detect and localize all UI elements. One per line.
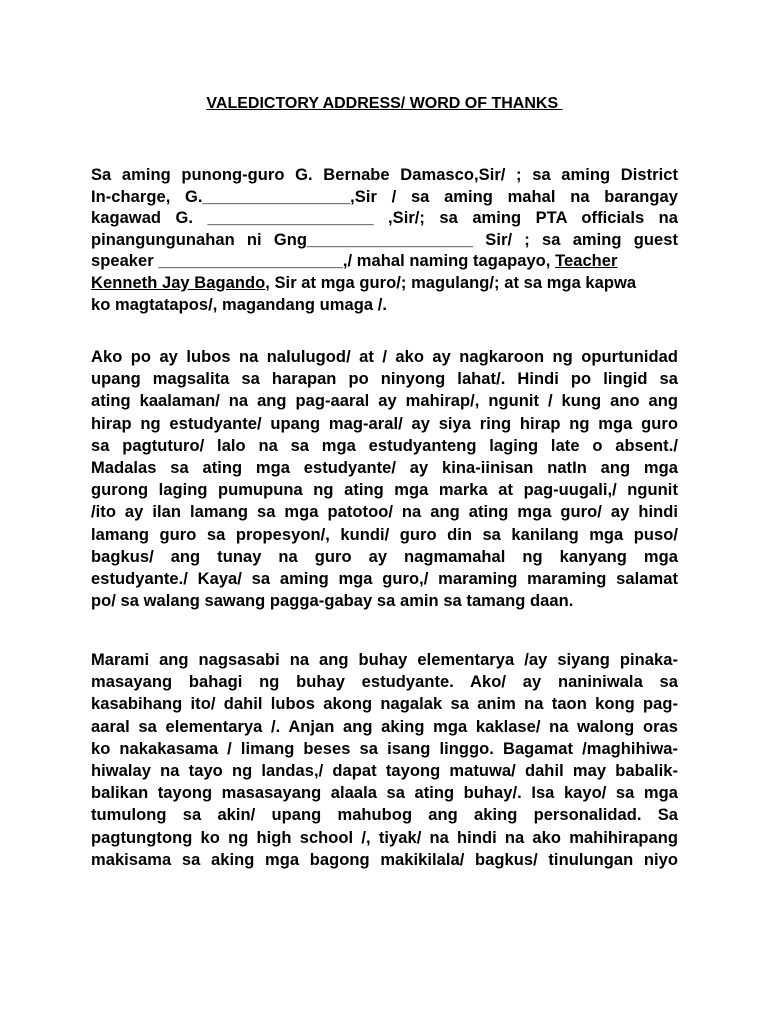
greeting-text: In-charge, G.________________,Sir / sa aming mahal na barangay bbox=[91, 187, 678, 206]
paragraph-line: pagtungtong ko ng high school /, tiyak/ na hindi na ako mahihirapang bbox=[91, 828, 678, 847]
document-title: VALEDICTORY ADDRESS/ WORD OF THANKS bbox=[206, 95, 563, 112]
paragraph-line: po/ sa walang sawang pagga-gabay sa amin sa tamang daan. bbox=[91, 592, 574, 611]
greeting-line-6 bbox=[91, 273, 678, 295]
body-paragraph-2 bbox=[91, 649, 678, 871]
paragraph-line: hirap ng estudyante/ upang mag-aral/ ay siya ring hirap ng mga guro bbox=[91, 414, 678, 433]
greeting-text: , Sir at mga guro/; magulang/; at sa mga kapwa bbox=[265, 273, 637, 292]
paragraph-line: sa pagtuturo/ lalo na sa mga estudyanteng laging late o absent./ bbox=[91, 436, 678, 455]
paragraph-line: upang magsalita sa harapan po ninyong lahat/. Hindi po lingid sa bbox=[91, 370, 678, 389]
paragraph-line: Madalas sa ating mga estudyante/ ay kina-iinisan natIn ang mga bbox=[91, 458, 678, 477]
paragraph-line: estudyante./ Kaya/ sa aming mga guro,/ maraming maraming salamat bbox=[91, 569, 678, 588]
paragraph-line: Ako po ay lubos na nalulugod/ at / ako ay nagkaroon ng opurtunidad bbox=[91, 348, 678, 366]
body-paragraph-1 bbox=[91, 346, 678, 612]
greeting-line-3 bbox=[91, 208, 678, 230]
greeting-text: kagawad G. __________________ ,Sir/; sa aming PTA officials na bbox=[91, 209, 678, 228]
paragraph-line: hiwalay na tayo ng landas,/ dapat tayong matuwa/ dahil may babalik- bbox=[91, 761, 678, 780]
greeting-text: speaker ____________________,/ mahal naming tagapayo, bbox=[91, 252, 556, 271]
greeting-text: Sa aming punong-guro G. Bernabe Damasco,Sir/ ; sa aming District bbox=[91, 166, 678, 184]
paragraph-line: lamang guro sa propesyon/, kundi/ guro din sa kanilang mga puso/ bbox=[91, 525, 678, 544]
greeting-text: pinangungunahan ni Gng__________________ Sir/ ; sa aming guest bbox=[91, 230, 678, 249]
greeting-line-5 bbox=[91, 251, 678, 273]
paragraph-line: kasabihang ito/ dahil lubos akong nagalak sa anim na taon kong pag- bbox=[91, 695, 678, 714]
paragraph-line: aaral sa elementarya /. Anjan ang aking mga kaklase/ na walong oras bbox=[91, 717, 678, 736]
greeting-paragraph bbox=[91, 165, 678, 316]
greeting-line-1 bbox=[91, 165, 678, 187]
paragraph-line: /ito ay ilan lamang sa mga patotoo/ na ang ating mga guro/ ay hindi bbox=[91, 503, 678, 522]
paragraph-line: ko nakakasama / limang beses sa isang linggo. Bagamat /maghihiwa- bbox=[91, 739, 678, 758]
adviser-name-underlined: Teacher bbox=[555, 252, 618, 271]
greeting-line-2 bbox=[91, 187, 678, 209]
greeting-line-4 bbox=[91, 230, 678, 252]
paragraph-line: tumulong sa akin/ upang mahubog ang aking personalidad. Sa bbox=[91, 806, 678, 825]
greeting-text: ko magtatapos/, magandang umaga /. bbox=[91, 295, 388, 314]
paragraph-line: balikan tayong masasayang alaala sa ating buhay/. Isa kayo/ sa mga bbox=[91, 784, 678, 803]
greeting-line-7 bbox=[91, 295, 678, 317]
adviser-name-underlined: Kenneth Jay Bagando bbox=[91, 273, 266, 292]
paragraph-line: bagkus/ ang tunay na guro ay nagmamahal ng kanyang mga bbox=[91, 547, 678, 566]
paragraph-line: Marami ang nagsasabi na ang buhay elementarya /ay siyang pinaka- bbox=[91, 651, 678, 669]
paragraph-line: ating kaalaman/ na ang pag-aaral ay mahirap/, ngunit / kung ano ang bbox=[91, 392, 678, 411]
paragraph-line: makisama sa aking mga bagong makikilala/ bagkus/ tinulungan niyo bbox=[91, 850, 678, 869]
paragraph-line: gurong laging pumupuna ng ating mga marka at pag-uugali,/ ngunit bbox=[91, 481, 678, 500]
paragraph-line: masayang bahagi ng buhay estudyante. Ako/ ay naniniwala sa bbox=[91, 673, 678, 692]
